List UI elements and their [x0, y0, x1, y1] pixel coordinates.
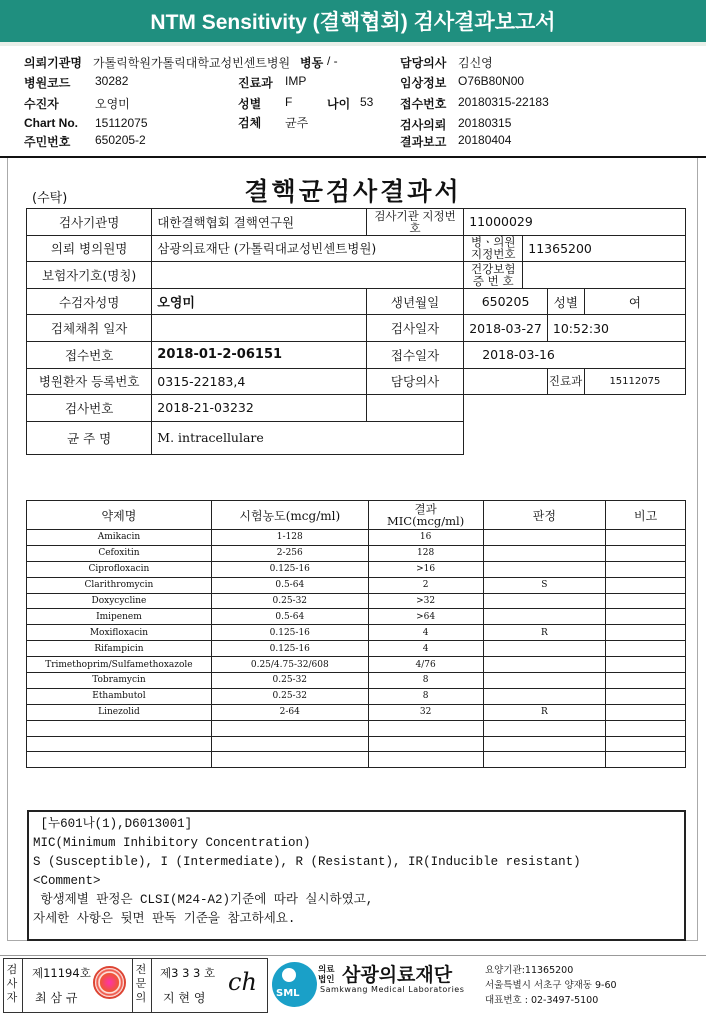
specimen-label: 검체	[238, 116, 262, 130]
drug-table	[26, 500, 686, 768]
drug-cell: 0.5-64	[211, 609, 368, 625]
drug-cell: 0.125-16	[211, 641, 368, 657]
drug-cell	[368, 752, 483, 768]
drug-cell: 4/76	[368, 657, 483, 673]
clinical-label: 임상정보	[400, 76, 447, 90]
test-date-value: 2018-03-27	[464, 315, 548, 342]
drug-cell: 0.25-32	[211, 688, 368, 704]
drug-cell: 4	[368, 625, 483, 641]
receipt-label: 접수번호	[400, 97, 447, 111]
id-value: 650205-2	[95, 133, 146, 147]
sex-label-2: 성별	[547, 288, 584, 315]
id-label: 주민번호	[24, 135, 71, 149]
institution-value: 가톨릭학원가톨릭대학교성빈센트병원	[93, 56, 291, 70]
inspector-seal	[93, 966, 126, 999]
drug-cell: 0.25-32	[211, 673, 368, 689]
receipt-no-value: 2018-01-2-06151	[152, 341, 367, 368]
drug-header-row	[27, 501, 686, 530]
table-row	[27, 704, 686, 720]
drug-cell	[27, 720, 212, 736]
drug-cell	[606, 561, 686, 577]
note-line: MIC(Minimum Inhibitory Concentration)	[33, 836, 311, 850]
health-insurance-value	[523, 262, 686, 289]
note-line: 자세한 사항은 뒷면 판독 기준을 참고하세요.	[33, 912, 296, 926]
institution-label: 의뢰기관명	[24, 56, 82, 70]
drug-cell	[483, 545, 606, 561]
request-hospital-label: 의뢰 병의원명	[27, 235, 152, 262]
age-label: 나이	[327, 97, 351, 111]
sex-value: F	[285, 95, 293, 109]
drug-cell	[606, 593, 686, 609]
drug-cell: >64	[368, 609, 483, 625]
drug-cell	[606, 688, 686, 704]
ward-label: 병동	[300, 56, 324, 70]
table-row	[27, 577, 686, 593]
table-row	[27, 625, 686, 641]
table-row	[27, 657, 686, 673]
drug-cell: Clarithromycin	[27, 577, 212, 593]
attending-label: 담당의사	[366, 368, 463, 395]
ward-value: / -	[327, 54, 338, 68]
drug-cell	[483, 593, 606, 609]
drug-cell	[483, 609, 606, 625]
lab-no-value: 11000029	[464, 209, 686, 236]
drug-cell: 0.125-16	[211, 625, 368, 641]
drug-cell	[606, 577, 686, 593]
name-value: 오영미	[152, 288, 367, 315]
drug-cell	[483, 561, 606, 577]
signature: ch	[228, 968, 257, 996]
banner-title: NTM Sensitivity (결핵협회) 검사결과보고서	[150, 11, 556, 34]
drug-cell: 16	[368, 530, 483, 546]
table-row	[27, 736, 686, 752]
dept-label: 진료과	[238, 76, 273, 90]
drug-cell: 0.25-32	[211, 593, 368, 609]
clinical-value: O76B80N00	[458, 74, 525, 88]
logo-prefix: 의료 법인	[318, 965, 335, 985]
drug-cell	[368, 736, 483, 752]
drug-header-cell: 결과 MIC(mcg/ml)	[368, 501, 483, 530]
org-name: 삼광의료재단	[342, 964, 453, 986]
drug-cell: Trimethoprim/Sulfamethoxazole	[27, 657, 212, 673]
drug-cell: 0.125-16	[211, 561, 368, 577]
reg-no-label: 병원환자 등록번호	[27, 368, 152, 395]
drug-cell: 4	[368, 641, 483, 657]
drug-cell	[606, 736, 686, 752]
lab-value: 대한결핵협회 결핵연구원	[152, 209, 367, 236]
drug-cell	[606, 641, 686, 657]
drug-cell: S	[483, 577, 606, 593]
drug-cell: Doxycycline	[27, 593, 212, 609]
drug-cell	[606, 657, 686, 673]
drug-cell	[483, 657, 606, 673]
drug-header-cell: 시험농도(mcg/ml)	[211, 501, 368, 530]
drug-cell: Moxifloxacin	[27, 625, 212, 641]
drug-cell	[211, 752, 368, 768]
drug-cell: Ciprofloxacin	[27, 561, 212, 577]
table-row	[27, 752, 686, 768]
receipt-date-label: 접수일자	[366, 341, 463, 368]
specialist-no: 제3 3 3 호	[160, 966, 216, 980]
insured-label: 보험자기호(명칭)	[27, 262, 152, 289]
doctor-label: 담당의사	[400, 56, 447, 70]
birth-label: 생년월일	[366, 288, 463, 315]
drug-cell: Ethambutol	[27, 688, 212, 704]
drug-cell: Linezolid	[27, 704, 212, 720]
info-table	[26, 208, 686, 455]
addr-line-1: 요양기관:11365200	[485, 965, 574, 976]
divider	[22, 958, 23, 1013]
sex-value-2: 여	[584, 288, 685, 315]
drug-cell: 2	[368, 577, 483, 593]
drug-cell: R	[483, 704, 606, 720]
reg-no-value: 0315-22183,4	[152, 368, 367, 395]
insured-value	[152, 262, 464, 289]
drug-cell: Tobramycin	[27, 673, 212, 689]
drug-cell: 32	[368, 704, 483, 720]
divider	[151, 958, 152, 1013]
logo-dot	[282, 968, 296, 982]
hospital-no-value: 11365200	[523, 235, 686, 262]
drug-cell	[211, 720, 368, 736]
drug-cell	[606, 720, 686, 736]
report-banner	[0, 0, 706, 46]
report-title: 결핵균검사결과서	[244, 177, 462, 206]
drug-cell	[606, 673, 686, 689]
drug-cell	[211, 736, 368, 752]
drug-cell	[483, 530, 606, 546]
receipt-no-label: 접수번호	[27, 341, 152, 368]
report-subtitle: (수탁)	[32, 191, 68, 206]
drug-cell	[483, 673, 606, 689]
strain-label: 균 주 명	[27, 421, 152, 454]
table-row	[27, 641, 686, 657]
note-line: [누601나(1),D6013001]	[33, 817, 193, 831]
dept-label-2: 진료과	[547, 368, 584, 395]
drug-cell: 128	[368, 545, 483, 561]
drug-cell	[27, 736, 212, 752]
specimen-value: 균주	[285, 116, 309, 130]
doctor-value: 김신영	[458, 56, 493, 70]
drug-cell: Rifampicin	[27, 641, 212, 657]
specialist-name: 지 현 영	[163, 991, 206, 1005]
test-date-label: 검사일자	[366, 315, 463, 342]
drug-cell: 0.25/4.75-32/608	[211, 657, 368, 673]
note-line: <Comment>	[33, 874, 101, 888]
lab-label: 검사기관명	[27, 209, 152, 236]
birth-value: 650205	[464, 288, 548, 315]
blank	[464, 421, 686, 454]
table-row	[27, 561, 686, 577]
attending-value	[464, 368, 548, 395]
divider	[132, 958, 133, 1013]
addr-line-3: 대표번호 : 02-3497-5100	[485, 995, 599, 1006]
logo-icon	[272, 962, 317, 1007]
hospital-code-label: 병원코드	[24, 76, 71, 90]
collect-date-label: 검체채취 일자	[27, 315, 152, 342]
lab-no-label: 검사기관 지정번호	[366, 209, 463, 236]
test-no-value: 2018-21-03232	[152, 395, 367, 422]
inspector-no: 제11194호	[32, 966, 91, 980]
drug-cell: 0.5-64	[211, 577, 368, 593]
table-row	[27, 720, 686, 736]
collect-date-value	[152, 315, 367, 342]
drug-cell	[606, 704, 686, 720]
drug-cell: >16	[368, 561, 483, 577]
drug-cell: Amikacin	[27, 530, 212, 546]
test-time-value: 10:52:30	[547, 315, 685, 342]
drug-cell: 8	[368, 688, 483, 704]
chart-label: Chart No.	[24, 116, 78, 130]
logo-mark: SML	[276, 988, 300, 999]
drug-cell: 2-256	[211, 545, 368, 561]
hospital-code-value: 30282	[95, 74, 129, 88]
drug-cell: 1-128	[211, 530, 368, 546]
drug-cell: R	[483, 625, 606, 641]
drug-cell: 2-64	[211, 704, 368, 720]
table-row	[27, 530, 686, 546]
request-date-label: 검사의뢰	[400, 118, 447, 132]
drug-cell	[483, 720, 606, 736]
health-insurance-label: 건강보험 증 번 호	[464, 262, 523, 289]
request-hospital-value: 삼광의료재단 (가톨릭대교성빈센트병원)	[152, 235, 464, 262]
age-value: 53	[360, 95, 374, 109]
drug-cell	[606, 625, 686, 641]
report-date-value: 20180404	[458, 133, 512, 147]
receipt-date-value: 2018-03-16	[464, 341, 686, 368]
report-date-label: 결과보고	[400, 135, 447, 149]
drug-cell: Imipenem	[27, 609, 212, 625]
patient-value: 오영미	[95, 97, 130, 111]
table-row	[27, 609, 686, 625]
table-row	[27, 545, 686, 561]
hospital-no-label: 병ㆍ의원 지정번호	[464, 235, 523, 262]
dept-value-2: 15112075	[584, 368, 685, 395]
drug-header-cell: 비고	[606, 501, 686, 530]
drug-cell: >32	[368, 593, 483, 609]
drug-cell	[368, 720, 483, 736]
note-line: 항생제별 판정은 CLSI(M24-A2)기준에 따라 실시하였고,	[33, 893, 374, 907]
drug-cell	[606, 545, 686, 561]
drug-cell	[483, 736, 606, 752]
inspector-name: 최 삼 규	[35, 991, 78, 1005]
test-no-extra	[366, 395, 463, 422]
drug-cell	[606, 530, 686, 546]
footer	[0, 955, 706, 1022]
sex-label: 성별	[238, 97, 262, 111]
inspector-label: 검사자	[6, 963, 18, 1004]
org-en: Samkwang Medical Laboratories	[320, 985, 465, 994]
dept-value: IMP	[285, 74, 307, 88]
table-row	[27, 593, 686, 609]
specialist-label: 전문의	[135, 963, 147, 1004]
drug-cell: 8	[368, 673, 483, 689]
table-row	[27, 673, 686, 689]
empty-cell	[464, 395, 686, 422]
drug-cell	[606, 609, 686, 625]
request-date-value: 20180315	[458, 116, 512, 130]
addr-line-2: 서울특별시 서초구 양재동 9-60	[485, 980, 617, 991]
table-row	[27, 688, 686, 704]
drug-cell	[483, 752, 606, 768]
note-line: S (Susceptible), I (Intermediate), R (Resistant), IR(Inducible resistant)	[33, 855, 581, 869]
drug-header-cell: 약제명	[27, 501, 212, 530]
drug-cell: Cefoxitin	[27, 545, 212, 561]
strain-value: M. intracellulare	[152, 421, 464, 454]
chart-value: 15112075	[95, 116, 148, 130]
name-label: 수검자성명	[27, 288, 152, 315]
drug-cell	[27, 752, 212, 768]
drug-cell	[483, 688, 606, 704]
patient-label: 수진자	[24, 97, 59, 111]
drug-cell	[483, 641, 606, 657]
drug-cell	[606, 752, 686, 768]
test-no-label: 검사번호	[27, 395, 152, 422]
notes-box	[27, 810, 686, 941]
drug-header-cell: 판정	[483, 501, 606, 530]
receipt-value: 20180315-22183	[458, 95, 549, 109]
